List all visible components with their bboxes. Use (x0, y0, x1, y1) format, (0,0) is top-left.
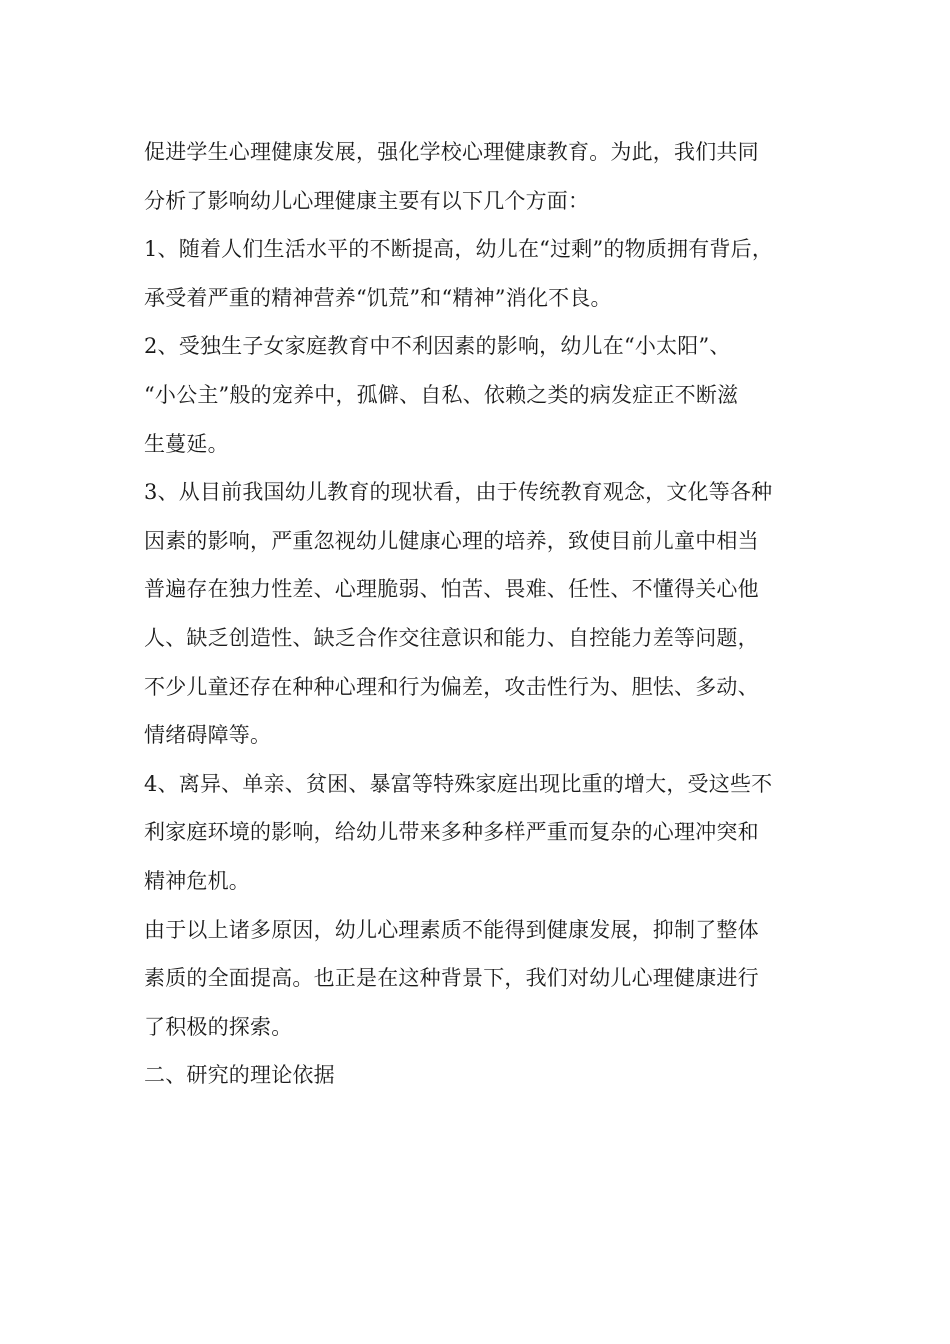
text-line: 素质的全面提高。也正是在这种背景下，我们对幼儿心理健康进行 (144, 966, 759, 991)
text-line: 促进学生心理健康发展，强化学校心理健康教育。为此，我们共同 (144, 140, 759, 164)
text-line: 2、受独生子女家庭教育中不利因素的影响，幼儿在“小太阳”、 (144, 334, 731, 359)
text-line: 不少儿童还存在种种心理和行为偏差，攻击性行为、胆怯、多动、 (144, 674, 759, 699)
text-line: 3、从目前我国幼儿教育的现状看，由于传统教育观念，文化等各种 (144, 480, 773, 505)
text-line: 因素的影响，严重忽视幼儿健康心理的培养，致使目前儿童中相当 (144, 528, 759, 553)
text-line: 情绪碍障等。 (144, 723, 272, 748)
text-line: 承受着严重的精神营养“饥荒”和“精神”消化不良。 (144, 285, 612, 310)
text-line: 生蔓延。 (144, 431, 229, 456)
text-line: 由于以上诸多原因，幼儿心理素质不能得到健康发展，抑制了整体 (144, 917, 759, 942)
text-line: 人、缺乏创造性、缺乏合作交往意识和能力、自控能力差等问题， (144, 625, 759, 650)
text-line: 普遍存在独力性差、心理脆弱、怕苦、畏难、任性、不懂得关心他 (144, 577, 759, 602)
body-text (144, 128, 834, 1100)
text-line: 利家庭环境的影响，给幼儿带来多种多样严重而复杂的心理冲突和 (144, 820, 759, 845)
text-line: 1、随着人们生活水平的不断提高，幼儿在“过剩”的物质拥有背后， (144, 237, 774, 262)
section-heading: 二、研究的理论依据 (144, 1063, 335, 1088)
text-line: 4、离异、单亲、贫困、暴富等特殊家庭出现比重的增大，受这些不 (144, 771, 773, 796)
text-line: “小公主”般的宠养中，孤僻、自私、依赖之类的病发症正不断滋 (144, 382, 739, 407)
text-line: 了积极的探索。 (144, 1014, 293, 1039)
text-line: 精神危机。 (144, 868, 250, 893)
text-line: 分析了影响幼儿心理健康主要有以下几个方面： (144, 188, 590, 213)
